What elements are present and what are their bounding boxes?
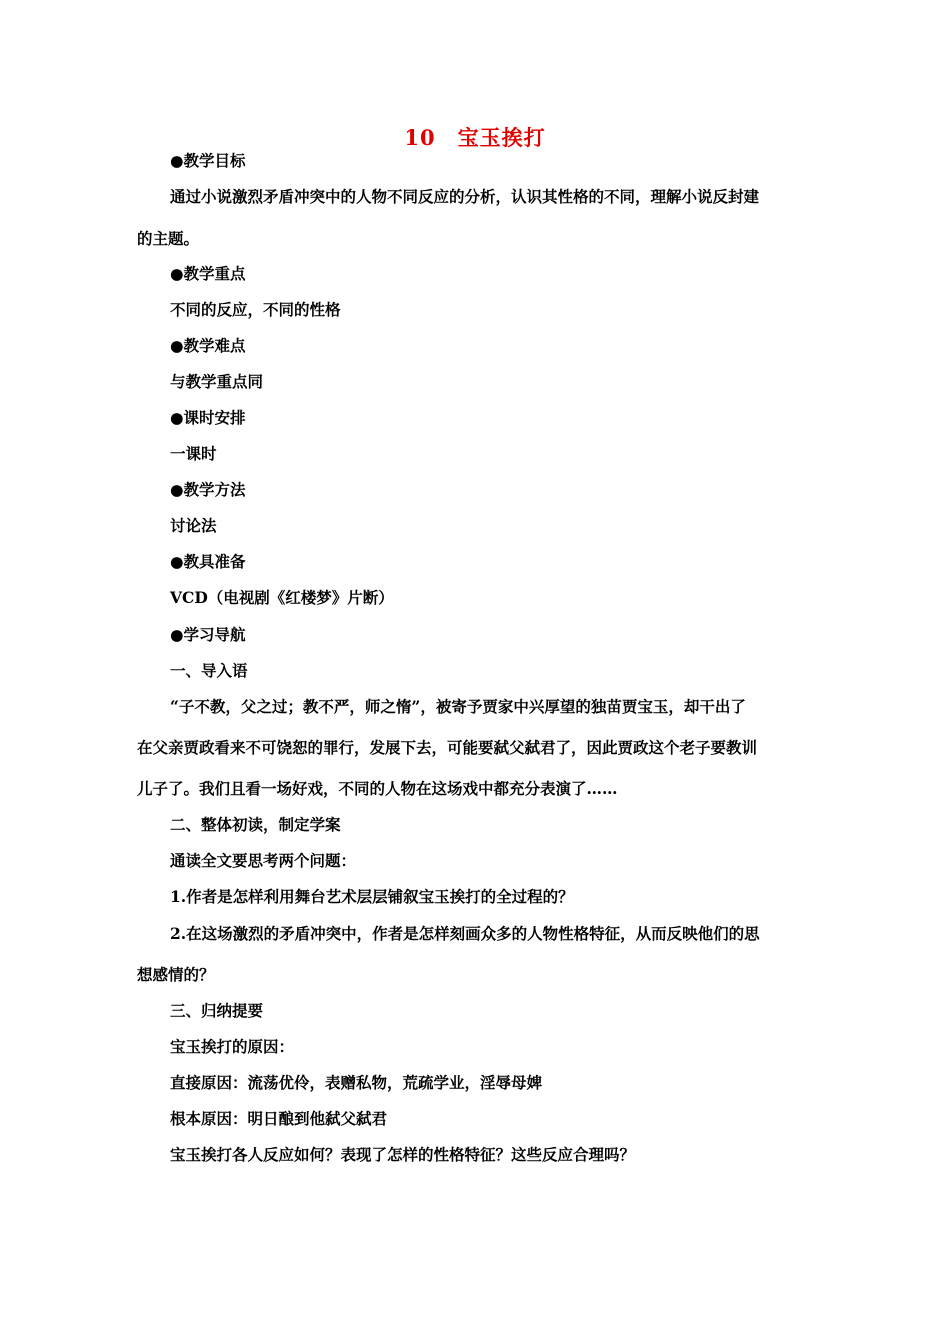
page-title [0,122,950,152]
paragraph-goal-line-2: 的主题。 [137,229,200,248]
paragraph-root-cause: 根本原因：明日酿到他弑父弑君 [170,1109,388,1128]
paragraph-intro-line-2: 在父亲贾政看来不可饶恕的罪行，发展下去，可能要弑父弑君了，因此贾政这个老子要教训 [137,738,758,757]
heading-teaching-goal: ●教学目标 [170,151,246,170]
heading-tools: ●教具准备 [170,552,246,571]
paragraph-intro-line-1: “子不教，父之过；教不严，师之惰”，被寄予贾家中兴厚望的独苗贾宝玉，却干出了 [170,697,746,716]
paragraph-difficulty: 与教学重点同 [170,372,264,391]
heading-teaching-difficulty: ●教学难点 [170,336,246,355]
heading-schedule: ●课时安排 [170,408,246,427]
section-3-title: 三、归纳提要 [170,1001,264,1020]
paragraph-goal-line-1: 通过小说激烈矛盾冲突中的人物不同反应的分析，认识其性格的不同，理解小说反封建 [170,187,760,206]
paragraph-tools: VCD（电视剧《红楼梦》片断） [170,588,394,607]
heading-learning-guide: ●学习导航 [170,625,246,644]
question-1: 1.作者是怎样利用舞台艺术层层铺叙宝玉挨打的全过程的？ [170,887,574,906]
lesson-number: 10 [404,125,436,150]
question-2-line-2: 想感情的？ [137,965,215,984]
paragraph-key: 不同的反应，不同的性格 [170,300,341,319]
section-1-title: 一、导入语 [170,661,248,680]
section-2-title: 二、整体初读，制定学案 [170,815,341,834]
paragraph-method: 讨论法 [170,516,217,535]
paragraph-cause-lead: 宝玉挨打的原因： [170,1037,295,1056]
paragraph-direct-cause: 直接原因：流荡优伶，表赠私物，荒疏学业，淫辱母婢 [170,1073,543,1092]
paragraph-reaction-question: 宝玉挨打各人反应如何？表现了怎样的性格特征？这些反应合理吗？ [170,1145,636,1164]
question-2-line-1: 2.在这场激烈的矛盾冲突中，作者是怎样刻画众多的人物性格特征，从而反映他们的思 [170,924,760,943]
paragraph-intro-line-3: 儿子了。我们且看一场好戏，不同的人物在这场戏中都充分表演了…… [137,779,618,798]
lesson-title: 宝玉挨打 [457,125,546,150]
paragraph-schedule: 一课时 [170,444,217,463]
paragraph-section-2-lead: 通读全文要思考两个问题： [170,851,357,870]
heading-method: ●教学方法 [170,480,246,499]
heading-teaching-key: ●教学重点 [170,264,246,283]
